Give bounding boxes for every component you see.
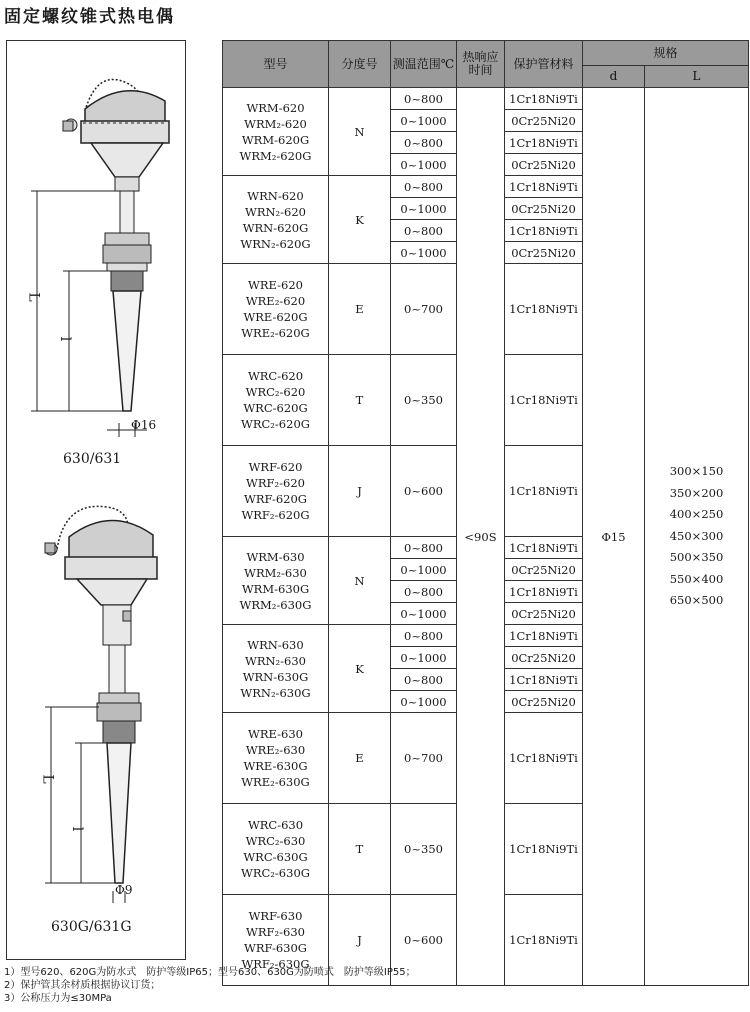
header-division: 分度号 [329,41,391,88]
model-cell [223,537,329,625]
range-cell: 0~350 [391,355,457,446]
dim-l-top: l [57,336,74,342]
division-cell: K [329,625,391,713]
model-name: WRF-620 [248,460,303,474]
header-spec: 规格 [583,41,749,66]
model-name: WRM-620 [246,100,305,115]
response-cell: <90S [457,88,505,986]
model-name: WRF₂-620 [246,476,305,490]
spec-table-body [223,88,749,986]
model-name: WRC₂-630 [245,834,306,848]
model-name: WRC₂-620 [245,385,306,399]
range-cell: 0~800 [391,88,457,110]
note-2: 2）保护管其余材质根据协议订货； [4,980,161,991]
footnotes [4,966,416,1005]
model-name: WRM₂-620 [244,116,307,131]
model-name: WRF₂-630 [246,925,305,939]
range-cell: 0~800 [391,669,457,691]
L-value: 400×250 [669,507,724,522]
range-cell: 0~700 [391,713,457,804]
model-name: WRN-630 [247,637,304,652]
material-cell: 1Cr18Ni9Ti [505,176,583,198]
header-response: 热响应时间 [457,41,505,88]
header-model: 型号 [223,41,329,88]
L-value: 650×500 [669,593,724,608]
model-name: WRC-620 [247,369,304,383]
dim-l-bottom: l [69,826,86,832]
model-name: WRF₂-620G [241,508,310,522]
model-cell [223,176,329,264]
material-cell: 1Cr18Ni9Ti [505,625,583,647]
material-cell: 0Cr25Ni20 [505,110,583,132]
model-name: WRN₂-620 [245,204,306,219]
range-cell: 0~1000 [391,110,457,132]
material-cell: 1Cr18Ni9Ti [505,446,583,537]
model-name: WRN₂-630 [245,653,306,668]
model-cell [223,264,329,355]
model-name: WRE-620 [248,278,303,292]
thermocouple-630g-drawing [7,491,185,921]
model-name: WRN-620 [247,188,304,203]
L-value: 550×400 [669,571,724,586]
range-cell: 0~1000 [391,242,457,264]
division-cell: T [329,355,391,446]
spec-table [222,40,749,986]
range-cell: 0~350 [391,804,457,895]
model-name: WRE₂-620 [245,294,306,308]
range-cell: 0~800 [391,581,457,603]
d-cell: Φ15 [583,88,645,986]
division-cell: N [329,537,391,625]
header-L: L [645,66,749,88]
model-name: WRM₂-620G [239,148,312,163]
model-name: WRC₂-630G [241,866,310,880]
model-name: WRM₂-630 [244,565,307,580]
page-title: 固定螺纹锥式热电偶 [4,7,175,27]
material-cell: 0Cr25Ni20 [505,559,583,581]
model-cell [223,446,329,537]
material-cell: 1Cr18Ni9Ti [505,895,583,986]
model-name: WRM-630G [241,581,310,596]
range-cell: 0~800 [391,220,457,242]
phi-bottom: Φ9 [115,883,133,897]
model-name: WRM-620G [241,132,310,147]
model-name: WRE₂-630G [241,775,310,789]
L-value: 350×200 [669,485,724,500]
material-cell: 1Cr18Ni9Ti [505,804,583,895]
division-cell: J [329,446,391,537]
range-cell: 0~800 [391,132,457,154]
L-value: 300×150 [669,464,724,479]
caption-bottom: 630G/631G [51,919,132,935]
model-name: WRM₂-630G [239,597,312,612]
model-name: WRE-630G [243,759,308,773]
material-cell: 1Cr18Ni9Ti [505,537,583,559]
range-cell: 0~1000 [391,559,457,581]
header-range: 测温范围℃ [391,41,457,88]
range-cell: 0~1000 [391,647,457,669]
material-cell: 0Cr25Ni20 [505,691,583,713]
model-name: WRF-630 [248,909,303,923]
material-cell: 1Cr18Ni9Ti [505,220,583,242]
range-cell: 0~800 [391,176,457,198]
model-name: WRN-630G [242,669,309,684]
model-name: WRN₂-630G [240,685,311,700]
material-cell: 0Cr25Ni20 [505,154,583,176]
range-cell: 0~600 [391,446,457,537]
division-cell: E [329,264,391,355]
model-name: WRN₂-620G [240,236,311,251]
division-cell: J [329,895,391,986]
model-name: WRE-630 [248,727,303,741]
dim-L-top: L [25,292,42,302]
material-cell: 1Cr18Ni9Ti [505,264,583,355]
phi-top: Φ16 [131,418,157,432]
division-cell: N [329,88,391,176]
header-material: 保护管材料 [505,41,583,88]
model-cell [223,804,329,895]
range-cell: 0~1000 [391,691,457,713]
L-value: 500×350 [669,550,724,565]
caption-top: 630/631 [63,451,122,467]
L-cell [645,88,749,986]
model-name: WRC-630 [247,818,304,832]
range-cell: 0~600 [391,895,457,986]
model-name: WRF-630G [244,941,307,955]
range-cell: 0~1000 [391,603,457,625]
material-cell: 0Cr25Ni20 [505,198,583,220]
model-cell [223,713,329,804]
note-1: 1）型号620、620G为防水式 防护等级IP65；型号630、630G为防喷式 防护等级IP55； [4,967,416,978]
model-cell [223,355,329,446]
dim-L-bottom: L [39,774,56,784]
drawing-panel [6,40,186,960]
header-d: d [583,66,645,88]
L-value: 450×300 [669,528,724,543]
model-name: WRM-630 [246,549,305,564]
material-cell: 1Cr18Ni9Ti [505,88,583,110]
table-row [223,88,749,110]
material-cell: 1Cr18Ni9Ti [505,132,583,154]
material-cell: 1Cr18Ni9Ti [505,713,583,804]
range-cell: 0~800 [391,537,457,559]
model-name: WRC₂-620G [241,417,310,431]
division-cell: E [329,713,391,804]
range-cell: 0~1000 [391,154,457,176]
division-cell: K [329,176,391,264]
material-cell: 0Cr25Ni20 [505,242,583,264]
model-name: WRF-620G [244,492,307,506]
range-cell: 0~1000 [391,198,457,220]
material-cell: 1Cr18Ni9Ti [505,669,583,691]
model-name: WRC-630G [243,850,308,864]
material-cell: 1Cr18Ni9Ti [505,355,583,446]
model-name: WRC-620G [243,401,308,415]
range-cell: 0~700 [391,264,457,355]
thermocouple-630-drawing [7,41,185,461]
model-name: WRF₂-630G [241,957,310,971]
material-cell: 1Cr18Ni9Ti [505,581,583,603]
material-cell: 0Cr25Ni20 [505,647,583,669]
model-name: WRE₂-620G [241,326,310,340]
model-name: WRE₂-630 [245,743,306,757]
model-cell [223,88,329,176]
model-name: WRN-620G [242,220,309,235]
model-cell [223,625,329,713]
note-3: 3）公称压力为≤30MPa [4,993,112,1004]
range-cell: 0~800 [391,625,457,647]
division-cell: T [329,804,391,895]
material-cell: 0Cr25Ni20 [505,603,583,625]
model-name: WRE-620G [243,310,308,324]
